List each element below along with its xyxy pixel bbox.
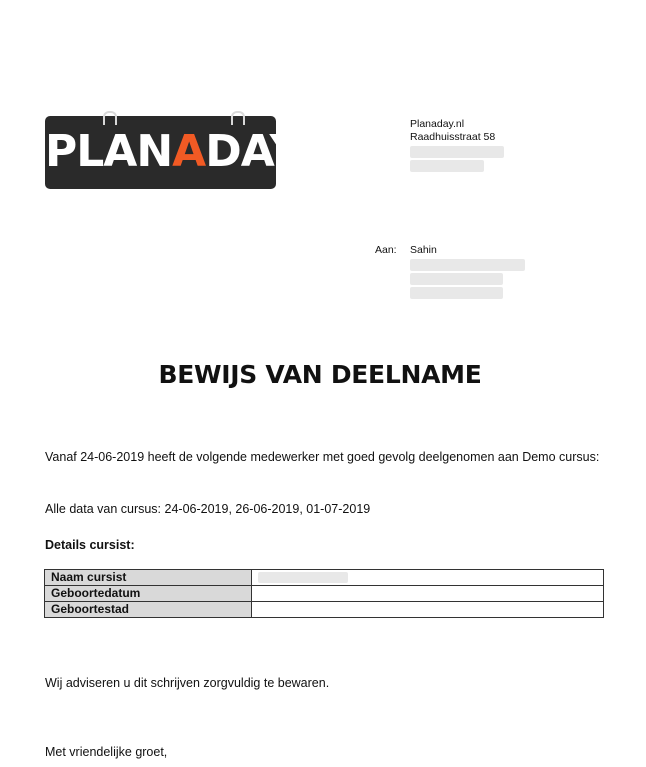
recipient-name: Sahin (410, 244, 437, 256)
ring-icon (103, 111, 117, 125)
row-value (252, 586, 604, 602)
redacted-text (410, 259, 525, 271)
table-row (45, 602, 604, 618)
row-label: Geboortedatum (45, 586, 252, 602)
advice-text: Wij adviseren u dit schrijven zorgvuldig te bewaren. (45, 676, 330, 690)
document-title: BEWIJS VAN DEELNAME (158, 360, 482, 389)
details-table (44, 569, 604, 618)
table-row (45, 586, 604, 602)
closing-text: Met vriendelijke groet, (45, 745, 168, 759)
row-value (252, 570, 604, 586)
recipient-label: Aan: (375, 244, 397, 256)
ring-icon (231, 111, 245, 125)
redacted-text (410, 287, 503, 299)
row-label: Geboortestad (45, 602, 252, 618)
sender-address (410, 118, 504, 172)
redacted-text (258, 572, 348, 583)
recipient-address (410, 244, 525, 299)
table-row (45, 570, 604, 586)
redacted-text (410, 146, 504, 158)
planaday-logo (45, 116, 301, 189)
intro-paragraph: Vanaf 24-06-2019 heeft de volgende medewerker met goed gevolg deelgenomen aan Demo cursus: (45, 450, 600, 464)
sender-name: Planaday.nl (410, 118, 465, 130)
row-value (252, 602, 604, 618)
redacted-text (410, 273, 503, 285)
sender-street: Raadhuisstraat 58 (410, 131, 496, 143)
redacted-text (410, 160, 484, 172)
details-heading: Details cursist: (45, 538, 135, 552)
course-dates: Alle data van cursus: 24-06-2019, 26-06-2019, 01-07-2019 (45, 502, 371, 516)
row-label: Naam cursist (45, 570, 252, 586)
logo-wordmark: PLANADAY (45, 126, 301, 177)
